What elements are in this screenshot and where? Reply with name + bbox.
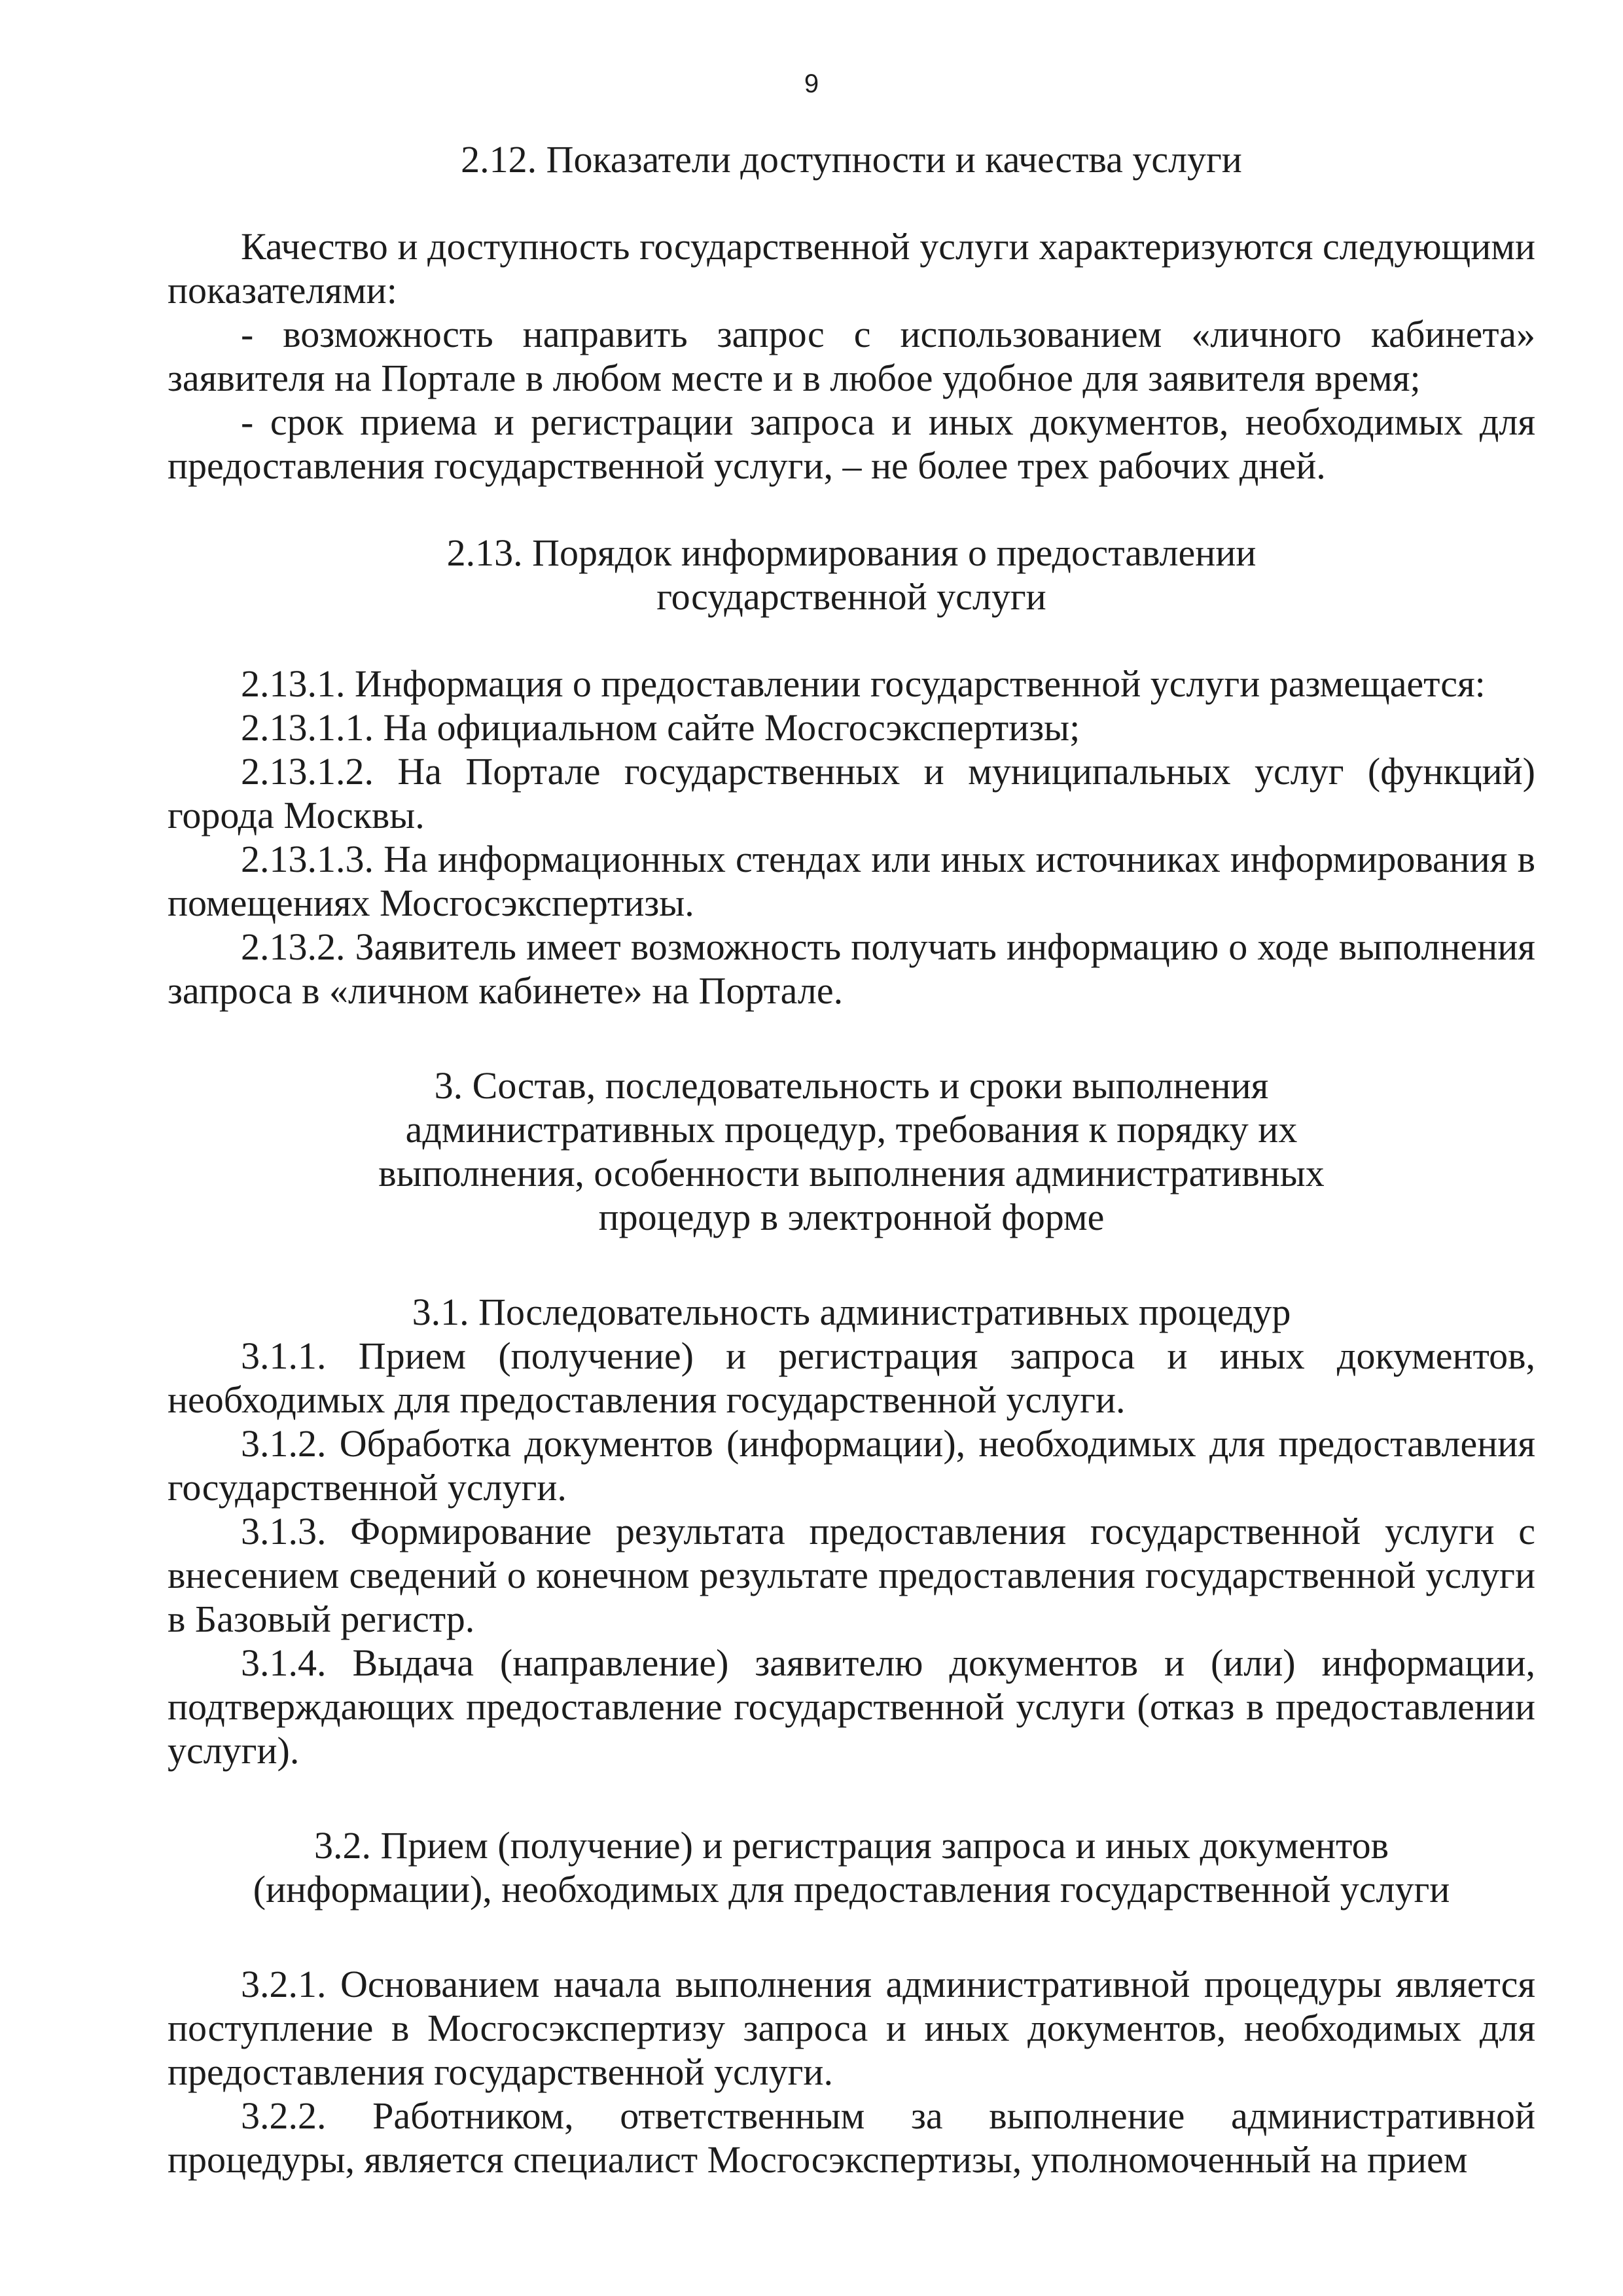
paragraph: 2.13.1.2. На Портале государственных и муниципальных услуг (функций) города Москвы. [168, 750, 1535, 836]
paragraph: Качество и доступность государственной услуги характеризуются следующими показателями: [168, 225, 1535, 312]
section-heading-3-2: 3.2. Прием (получение) и регистрация запроса и иных документов (информации), необходимых для предоставления государственной услуги [253, 1824, 1450, 1910]
paragraph: - возможность направить запрос с использованием «личного кабинета» заявителя на Портале в любом месте и в любое удобное для заявителя время; [168, 313, 1535, 399]
section-heading-2-12: 2.12. Показатели доступности и качества услуги [461, 138, 1242, 181]
paragraph: 3.1.2. Обработка документов (информации), необходимых для предоставления государственной услуги. [168, 1422, 1535, 1509]
paragraph: 3.1.1. Прием (получение) и регистрация запроса и иных документов, необходимых для предоставления государственной услуги. [168, 1335, 1535, 1421]
section-heading-2-13: 2.13. Порядок информирования о предоставлении государственной услуги [446, 531, 1257, 618]
section-heading-3: 3. Состав, последовательность и сроки выполнения административных процедур, требования к порядку их выполнения, особенности выполнения административных процедур в электронной форме [378, 1064, 1325, 1238]
section-heading-3-1: 3.1. Последовательность административных процедур [412, 1291, 1291, 1333]
paragraph: 2.13.2. Заявитель имеет возможность получать информацию о ходе выполнения запроса в «личном кабинете» на Портале. [168, 925, 1535, 1012]
paragraph: 3.1.3. Формирование результата предоставления государственной услуги с внесением сведений о конечном результате предоставления государственной услуги в Базовый регистр. [168, 1510, 1535, 1640]
paragraph: 2.13.1.3. На информационных стендах или иных источниках информирования в помещениях Мосгосэкспертизы. [168, 838, 1535, 924]
paragraph: 2.13.1.1. На официальном сайте Мосгосэкспертизы; [241, 706, 1080, 749]
paragraph: - срок приема и регистрации запроса и иных документов, необходимых для предоставления государственной услуги, – не более трех рабочих дней. [168, 401, 1535, 487]
paragraph: 3.2.2. Работником, ответственным за выполнение административной процедуры, является специалист Мосгосэкспертизы, уполномоченный на прием [168, 2094, 1535, 2181]
paragraph: 3.2.1. Основанием начала выполнения административной процедуры является поступление в Мосгосэкспертизу запроса и иных документов, необходимых для предоставления государственной услуги. [168, 1963, 1535, 2093]
paragraph: 3.1.4. Выдача (направление) заявителю документов и (или) информации, подтверждающих предоставление государственной услуги (отказ в предоставлении услуги). [168, 1641, 1535, 1772]
page-content [168, 137, 1535, 2181]
paragraph: 2.13.1. Информация о предоставлении государственной услуги размещается: [241, 662, 1486, 705]
page-number: 9 [804, 69, 819, 98]
